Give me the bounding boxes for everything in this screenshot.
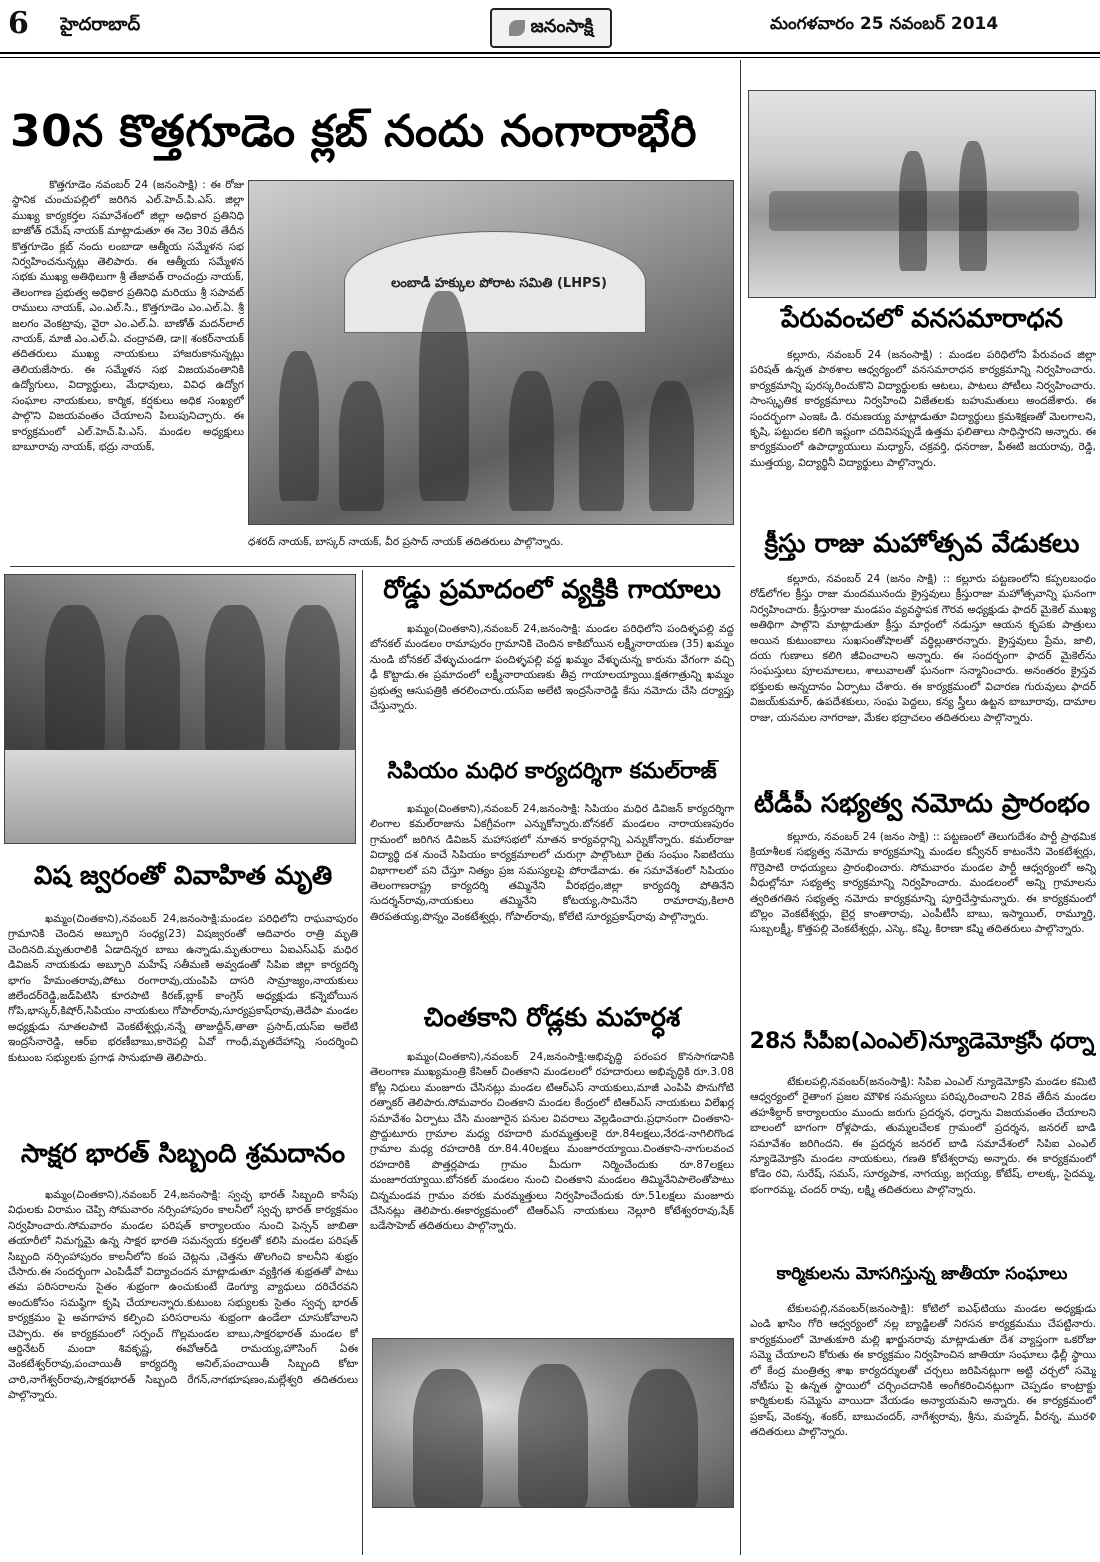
kothagudem-headline: 30న కొత్తగూడెం క్లబ్ నందు నంగారాభేరి [10, 108, 697, 157]
visha-jwaram-article [8, 862, 358, 904]
road-accident-body: ఖమ్మం(చింతకాని),నవంబర్ 24,జనంసాక్షి: మండల పరిధిలోని పందిళ్ళపల్లి వద్ద బోనకల్ మండలం రామాపురం గ్రామానికి చెందిన కాకిబోయిన లక్ష్మీనారాయణ (35) ఖమ్మం నుండి బోనకల్ వేళ్ళుచుండగా పందిళ్ళపల్లి వద్ద ఖమ్మం వేళ్ళుచున్న కారును వేగంగా వచ్చి ఢీ కొట్టాడు.ఈ ప్రమాదంలో లక్ష్మీనారాయణకు తీవ్ర గాయాలయ్యాయి.క్షతగాత్రున్ని ఖమ్మం ప్రభుత్వ ఆసుపత్రికి తరలించారు.యస్ఐ అలేటి ఇంద్రసేనారెడ్డి కేసు నమోదు చేసి దర్యాప్తు చేస్తున్నారు. [370, 623, 734, 713]
kothagudem-article [10, 108, 735, 168]
karmika-headline: కార్మికులను మోసగిస్తున్న జాతీయా సంఘాలు [776, 1265, 1068, 1284]
saakshara-headline: సాక్షర భారత్ సిబ్బంది శ్రమదానం [20, 1140, 346, 1169]
person-figure [285, 605, 340, 755]
kothagudem-caption: ధశరద్ నాయక్, బాస్కర్ నాయక్, వీర ప్రసాద్ నాయక్ తదితరులు పాల్గొన్నారు. [248, 536, 564, 548]
road-accident-article [368, 576, 736, 616]
trs-leaders-photo [372, 1338, 734, 1508]
tdp-headline: టీడీపీ సభ్యత్వ నమోదు ప్రారంభం [754, 790, 1090, 819]
person-figure [959, 141, 987, 271]
person-figure [205, 605, 265, 755]
page-section-city: హైదరాబాద్ [60, 14, 141, 35]
cpm-madhira-article [368, 760, 736, 800]
person-figure [413, 1369, 483, 1508]
chintakani-roads-article [368, 1004, 736, 1046]
column-divider-left [362, 570, 363, 1555]
person-figure [628, 1369, 698, 1508]
person-figure [509, 371, 554, 511]
chintakani-roads-body: ఖమ్మం(చింతకాని),నవంబర్ 24,జనంసాక్షి:అభివృద్ధి పరంపర కొనసాగడానికి తెలంగాణ ముఖ్యమంత్రి కేసిఆర్ చింతకాని మండలంలో రహదారులు అభివృద్ధికి రూ.3.08 కోట్ల నిధులు మంజూరు చేసినట్లు మండల టిఆర్‌ఎస్ నాయకులు,మాజీ ఎంపిపి పొనుగోటి రత్నాకర్ తెలిపారు.సోమవారం చింతకాని మండల కేంద్రంలో టిఆర్‌ఎస్ నాయకులు విలేఖర్ల సమావేశం ఏర్పాటు చేసి మంజూరైన పనుల వివరాలు వెల్లడించారు.ప్రధానంగా చింతకాని-ప్రొద్దుటూరు గ్రామాల మధ్య రహదారి మరమ్మత్తులకై రూ.84లక్షలు,నేరడ-నాగిలిగొండ గ్రామాల మధ్య రహదారికి రూ.84.40లక్షలు మంజూరయ్యాయి.చింతకాని-నాగులవంచ రహదారికి పొత్తర్లపాడు గ్రామం మీదుగా నిర్మించేందుకు రూ.87లక్షలు మంజూరయ్యాయి.బోనకల్ మండలం నుంచి చింతకాని మండలం తిమ్మినేనిపాలెంతోపాటు చిన్నమండవ గ్రామం వరకు మరమ్మత్తులు నిర్వహించేందుకు రూ.51లక్షలు మంజూరు చేసినట్లు తెలిపారు.ఈకార్యక్రమంలో టిఆర్‌ఎస్ నాయకులు నెల్లూరి కోటేశ్వరరావు,షేక్ బడేసాహెబ్ తదితరులు పాల్గొన్నారు. [370, 1051, 734, 1233]
saakshara-article [8, 1140, 358, 1182]
peruvancha-body-column [750, 348, 1096, 528]
cpi-ml-article [748, 1030, 1096, 1070]
tdp-body: కల్లూరు, నవంబర్ 24 (జనం సాక్షి) :: పట్టణంలో తెలుగుదేశం పార్టీ ప్రాథమిక క్రియాశీలక సభ్యత్వ నమోదు కార్యక్రమాన్ని మండల కన్వీనర్ కాటంనేని వెంకటేశ్వర్లు, గొర్రెపాటి రాధయ్యలు ప్రారంభించారు. సోమవారం మండల పార్టీ ఆధ్వర్యంలో అన్ని వీధుల్లోనూ సభ్యత్వ కార్యక్రమాన్ని నిర్వహించారు. మండలంలో అన్ని గ్రామాలను త్వరితగతిన సభ్యత్వ నమోదు కార్యక్రమాన్ని పూర్తిచేస్తామన్నారు. ఈ కార్యక్రమంలో బొల్లం వెంకటేశ్వర్లు, బైర్ల కాంతారావు, ఎంపీటీసీ బాబు, ఇస్మాయిల్, రామ్మూర్తి, సుబ్బలక్ష్మీ, కొత్తపల్లి వెంకటేశ్వర్లు, ఎస్కె. కష్మి, కిరాణా కష్మి తదితరులు పాల్గొన్నారు. [750, 831, 1096, 936]
funeral-photo [4, 574, 356, 844]
leaf-icon [509, 20, 525, 36]
newspaper-logo [490, 8, 612, 48]
visha-jwaram-body: ఖమ్మం(చింతకాని),నవంబర్ 24,జనంసాక్షి:మండల పరిధిలోని రాఘవాపురం గ్రామానికి చెందిన అబ్బూరి సంధ్య(23) విషజ్వరంతో ఆదివారం రాత్రి మృతి చెందినది.మృతురాలికి ఏడాదిన్నర బాబు ఉన్నాడు.మృతురాలు ఏఐఎస్‌ఎఫ్ మధిర డివిజన్ నాయకుడు అబ్బూరి మహేష్ సతీమణి అవ్వడంతో సిపిఐ జిల్లా కార్యదర్శి భాగం హేమంతరావు,పోటు రంగారావు,యంపిపి దాసరి సామ్రాజ్యం,నాయకులు జిలేందర్‌రెడ్డి,జడ్‌పిటిసి కూరపాటి కిరణ్,బ్లాక్ కాంగ్రెస్ అధ్యక్షుడు కన్నెబోయిన గోపి,భాస్కర్,కిషోర్,సిపియం నాయకులు గోపాల్‌రావు,సూర్యప్రకాష్‌రావు,తెదేపా మండల అధ్యక్షుడు నూతలపాటి వెంకటేశ్వర్లు,నన్నే తాజుద్దీన్,తాతా ప్రసాద్,యస్ఐ అలేటి ఇంద్రసేనారెడ్డి, ఆర్ఐ భరణీబాబు,కారెపల్లి ఏవో గాంధీ,మృతదేహాన్ని సందర్శించి కుటుంబ సభ్యులకు ప్రగాఢ సానుభూతి తెలిపారు. [8, 913, 358, 1064]
person-figure [279, 351, 319, 501]
person-figure [45, 605, 105, 755]
kothagudem-meeting-photo [248, 180, 734, 525]
karmika-body-column [750, 1302, 1096, 1552]
peruvancha-headline: పేరువంచలో వనసమారాధన [781, 305, 1063, 334]
person-figure [125, 615, 180, 755]
person-figure [518, 1364, 588, 1508]
peruvancha-photo [748, 90, 1096, 298]
christu-raju-headline: క్రీస్తు రాజు మహోత్సవ వేడుకలు [764, 530, 1080, 559]
issue-date: మంగళవారం 25 నవంబర్ 2014 [770, 14, 999, 34]
kothagudem-body-column [12, 178, 244, 548]
visha-jwaram-body-column [8, 912, 358, 1140]
lhps-banner-text: లంబాడీ హక్కుల పోరాట సమితి (LHPS) [391, 276, 607, 291]
cpm-madhira-body: ఖమ్మం(చింతకాని),నవంబర్ 24,జనంసాక్షి: సిపియం మధిర డివిజన్ కార్యదర్శిగా లింగాల కమల్‌రాజును ఏకగ్రీవంగా ఎన్నుకోన్నారు.బోనకల్ మండలం నారాయణపురం గ్రామంలో జరిగిన డివిజన్ మహాసభలో నూతన కార్యవర్గాన్ని ఎన్నుకోన్నారు. కమల్‌రాజు విద్యార్థి దశ నుంచే సిపియం కార్యక్రమాలలో చురుగ్గా పాల్గొంటూ రైతు సంఘం సిఐటియు విభాగాలలో పని చేస్తూ నిత్యం ప్రజ సమస్యలపై పోరాడేవాడు. ఈ సమావేశంలో సిపియం తెలంగాణరాష్ట్ర కార్యదర్శి తమ్మినేని వీరభద్రం,జిల్లా కార్యదర్శి పోతినేని సుదర్శన్‌రావు,నాయకులు తమ్మినేని కోటయ్య,సామినేని రామారావు,కిలారి తిరపతయ్య,పొన్నం వెంకటేశ్వర్లు, గోపాల్‌రావు, కోలేటి సూర్యప్రకాష్‌రావు పాల్గొన్నారు. [370, 803, 734, 923]
chintakani-roads-headline: చింతకాని రోడ్లకు మహర్ధశ [423, 1004, 681, 1033]
karmika-body: టేకులపల్లి,నవంబర్(జనంసాక్షి): కోటిలో ఐఎఫ్‌టియు మండల అధ్యక్షుడు ఎండి ఖాసిం గోరి ఆధ్వర్యంలో నల్ల బ్యాడ్జిలతో నిరసన కార్యక్రమము చేపట్టినారు. కార్యక్రమంలో మోతుకూరి మల్లి ఖార్జునరావు మాట్లాడుతూ దేశ వ్యాప్తంగా ఒకరోజు సమ్మె చేయాలని కోరుతు ఈ కార్యక్రమం నిర్వహించిన జాతియా సంఘాలు ఢిల్లీ స్థాయి లో కేంద్ర మంత్రిత్వ శాఖ కార్యదర్శులతో చర్చలు జరిపినట్లుగా అట్టి చర్చలో సమ్మె నోటీసు పై ఉన్నత స్థాయిలో చర్చించదానికి అంగీకరించినట్లుగా చెప్పడం కాంట్రాక్టు కార్మికులకు సమ్మెను వాయిదా వేయడం అన్యాయమని అన్నారు. ఈ కార్యక్రమంలో ప్రకాష్, వెంకన్న, శంకర్, బాబుచందర్, నాగేశ్వరావు, శ్రీను, మహ్మద్, వీరన్న, మురళి తదితరులు పాల్గొన్నారు. [750, 1303, 1096, 1439]
tdp-article [748, 790, 1096, 830]
person-figure [649, 381, 694, 511]
person-figure [579, 381, 624, 511]
logo-text: జనంసాక్షి [530, 15, 594, 37]
peruvancha-article [748, 305, 1096, 345]
cpi-ml-headline: 28న సీపీఐ(ఎంఎల్)న్యూడెమోక్రసీ ధర్నా [749, 1030, 1095, 1054]
chintakani-roads-body-column [370, 1050, 734, 1330]
column-divider-right [740, 60, 741, 1555]
person-figure [899, 151, 927, 271]
cpm-madhira-body-column [370, 802, 734, 1002]
flower-garland-area [5, 750, 356, 844]
page-number: 6 [8, 6, 29, 41]
saakshara-body: ఖమ్మం(చింతకాని),నవంబర్ 24,జనంసాక్షి: స్వచ్ఛ భారత్ సిబ్బంది కాసేపు విధులకు విరామం చెప్పి సోమవారం నర్సింహాపురం కాలనీలో స్వచ్ఛ భారత్ కార్యక్రమం నిర్వహించారు.సోమవారం మండల పరిషత్ కార్యాలయం నుంచి పెన్సన్ జాబితా తయారీలో నిమగ్నమై ఉన్న సాక్షర భారతి సమన్వయ కర్తలతో కలిసి మండల పరిషత్ సిబ్బంది నర్సింహాపురం కాలనీలోని కంప చెట్లను ,చెత్తను తొలగించి కాలనీని శుభ్రం చేసారు.ఈ సందర్భంగా ఎంపిడీవో విద్యాచందన మాట్లాడుతూ వ్యక్తిగత శుభ్రతతో పాటు తమ పరిసరాలను సైతం శుభ్రంగా ఉంచుకుంటే డెంగ్యూ వ్యాధులు దరిచేరవని అందుకోసం సమష్ఠిగా కృషి చేయాలన్నారు.కుటుంబ సభ్యులకు సైతం స్వచ్ఛ భారత్ కార్యక్రమం పై అవగాహన కల్పించి పరిసరాలను శుభ్రంగా ఉండేలా చూసుకోవాలని చెప్పారు. ఈ కార్యక్రమంలో సర్పంచ్ గొల్లమండల బాబు,సాక్షరభారత్ మండల కో ఆర్డినేటర్ మందా శివకృష్ణ, ఈవోఆర్‌డి రామయ్య,హౌసింగ్ ఏఈ వెంకటేశ్వర్‌రావు,పంచాయితీ కార్యదర్శి అనిల్,పంచాయితీ సిబ్బంది కోటా చారి,నాగేశ్వర్‌రావు,సాక్షరభారత్ సిబ్బంది రేగన్,నాగభూషణం,మల్లేశ్వరి తదితరులు పాల్గొన్నారు. [8, 1189, 358, 1402]
masthead-rule-thin [0, 57, 1100, 58]
person-figure [339, 381, 384, 511]
masthead-rule [0, 52, 1100, 54]
cpm-madhira-headline: సిపియం మధిర కార్యదర్శిగా కమల్‌రాజ్ [387, 760, 717, 784]
visha-jwaram-headline: విష జ్వరంతో వివాహిత మృతి [33, 862, 333, 891]
road-accident-headline: రోడ్డు ప్రమాదంలో వ్యక్తికి గాయాలు [383, 576, 721, 605]
cpi-ml-body: టేకులపల్లి,నవంబర్(జనంసాక్షి): సిపిఐ ఎంఎల్ న్యూడెమోక్రసి మండల కమిటి ఆధ్వర్యంలో రైతాంగ ప్రజల మౌళిక సమస్యలు పరిష్కరించాలని 28వ తేదీన మండల తహశీల్దార్ కార్యాలయం ముందు జరుగు ప్రదర్శన, ధర్నాను విజయవంతం చేయాలని బాలంలో బాగంగా రోళ్లపాడు, తుమ్మలచేలక గ్రామంలో ప్రదర్శన, జనరల్ బాడి సమావేశం జరిగిందని. ఈ ప్రదర్శన జనరల్ బాడి సమావేశంలో సిపిఐ ఎంఎల్ న్యూడెమోక్రసి మండల నాయకులు, గణతి కోటేశ్వరావు అన్నారు. ఈ కార్యక్రమంలో కోడెం రవి, సురేష్, సమస్, సూర్యపాక, నాగయ్య, జగ్గయ్య, కోటేష్, లాలక్క, సైదమ్మ, భంగారమ్మ, చందర్ రావు, లక్ష్మి తదితరులు పాల్గొన్నారు. [750, 1076, 1096, 1196]
cpi-ml-body-column [750, 1075, 1096, 1265]
saakshara-body-column [8, 1188, 358, 1553]
section-rule [10, 566, 735, 567]
road-accident-body-column [370, 622, 734, 754]
karmika-article [748, 1265, 1096, 1299]
christu-raju-body: కల్లూరు, నవంబర్ 24 (జనం సాక్షి) :: కల్లూరు పట్టణంలోని కప్పలబంధం రోడ్‌లోగల క్రీస్తు రాజు మందమునందు క్రైస్తవులు క్రీస్తురాజు మహోత్సవాన్ని ఘనంగా నిర్వహించారు. క్రీస్తురాజు మండపం వ్యవస్థాపక గౌరవ అధ్యక్షుడు ఫాదర్ మైకెల్ ముఖ్య అతిథిగా పాల్గొని మాట్లాడుతూ క్రీస్తు మార్గంలో నడుస్తూ ఆయన కృపకు పాత్రులు అయిన కుటుంబాలు సుఖసంతోషాలతో వర్థిల్లుతారన్నారు. క్రైస్తవులు ప్రేమ, జాలి, దయ గుణాలు కలిగి జీవించాలని అన్నారు. ఈ సందర్భంగా ఫాదర్ మైకెల్‌ను సంఘస్తులు పూలమాలలు, శాలువాలతో ఘనంగా సన్మానించారు. అనంతరం క్రైస్తవ భక్తులకు అన్నదానం ఏర్పాటు చేశారు. ఈ కార్యక్రమంలో విచారణ గురువులు ఫాదర్ విజయ్‌కుమార్, ఉపదేశకులు, సంఘ పెద్దలు, కన్య స్త్రీలు ఉట్టన బాబూరావు, దామాల రాజు, యనమల నాగరాజు, మేకల భద్రాచలం తదితరులు పాల్గొన్నారు. [750, 573, 1096, 724]
tdp-body-column [750, 830, 1096, 1020]
christu-raju-body-column [750, 572, 1096, 790]
peruvancha-body: కల్లూరు, నవంబర్ 24 (జనంసాక్షి) : మండల పరిధిలోని పేరువంచ జిల్లా పరిషత్ ఉన్నత పాఠశాల ఆధ్వర్యంలో వనసమారాధన కార్యక్రమాన్ని నిర్వహించారు. కార్యక్రమాన్ని పురస్కరించుకొని విద్యార్థులకు ఆటలు, పాటలు పోటీలు నిర్వహించారు. సాంస్కృతిక కార్యక్రమాలు నిర్వహించి విజేతలకు బహుమతులు అందజేశారు. ఈ సందర్భంగా ఎంఇఓ డి. రమణయ్య మాట్లాడుతూ విద్యార్థులు క్రమశిక్షణతో మెలగాలని, కృషి, పట్టుదల కలిగి ఇష్టంగా చదివినప్పుడే ఉత్తమ ఫలితాలు సాధిస్తారని అన్నారు. ఈ కార్యక్రమంలో ఉపాధ్యాయులు మధ్యాస్, చక్రవర్తి, ధనరాజు, పీఈటి జయరావు, రెడ్డి, ముత్తయ్య, విద్యార్థినీ విద్యార్థులు పాల్గొన్నారు. [750, 349, 1096, 469]
kothagudem-body: కొత్తగూడెం నవంబర్ 24 (జనంసాక్షి) : ఈ రోజు స్థానిక చుంచుపల్లిలో జరిగిన ఎల్.హెచ్.పి.ఎస్. జిల్లా ముఖ్య కార్యకర్తల సమావేశంలో జిల్లా అధికార ప్రతినిధి బాజోత్ రమేష్ నాయక్ మాట్లాడుతూ ఈ నెల 30వ తేదీన కొత్తగూడెం క్లబ్ నందు లంబాడా ఆత్మీయ సమ్మేళన సభ నిర్వహించనున్నట్లు తెలిపారు. ఈ ఆత్మీయ సమ్మేళన సభకు ముఖ్య అతిథిలుగా శ్రీ తేజావత్ రాంచంద్రు నాయక్, తెలంగాణ ప్రభుత్వ అధికార ప్రతినిధి మరియు శ్రీ సపావట్ రాములు నాయక్, ఎం.ఎల్.సి., కొత్తగూడెం ఎం.ఎల్.ఏ. శ్రీ జలగం వెంకట్రావు, వైరా ఎం.ఎల్.ఏ. బాణోత్ మదన్‌లాల్ నాయక్, మాజీ ఎం.ఎల్.ఏ. చంద్రావతి, డా॥ శంకర్‌నాయక్ తదితరులు ముఖ్య నాయకులు హాజరుకానున్నట్లు తెలియజేసారు. ఈ సమ్మేళన సభ విజయవంతానికి ఉద్యోగులు, విద్యార్థులు, మేధావులు, వివిధ ఉద్యోగ సంఘాల నాయకులు, కార్మిక, కర్షకులు అధిక సంఖ్యలో పాల్గొని విజయవంతం చేయాలని పిలుపునిచ్చారు. ఈ కార్యక్రమంలో ఎల్.హెచ్.పి.ఎస్. మండల అధ్యక్షులు బాబూరావు నాయక్, భద్రు నాయక్, [12, 179, 244, 453]
christu-raju-article [748, 530, 1096, 570]
person-figure [419, 291, 469, 501]
